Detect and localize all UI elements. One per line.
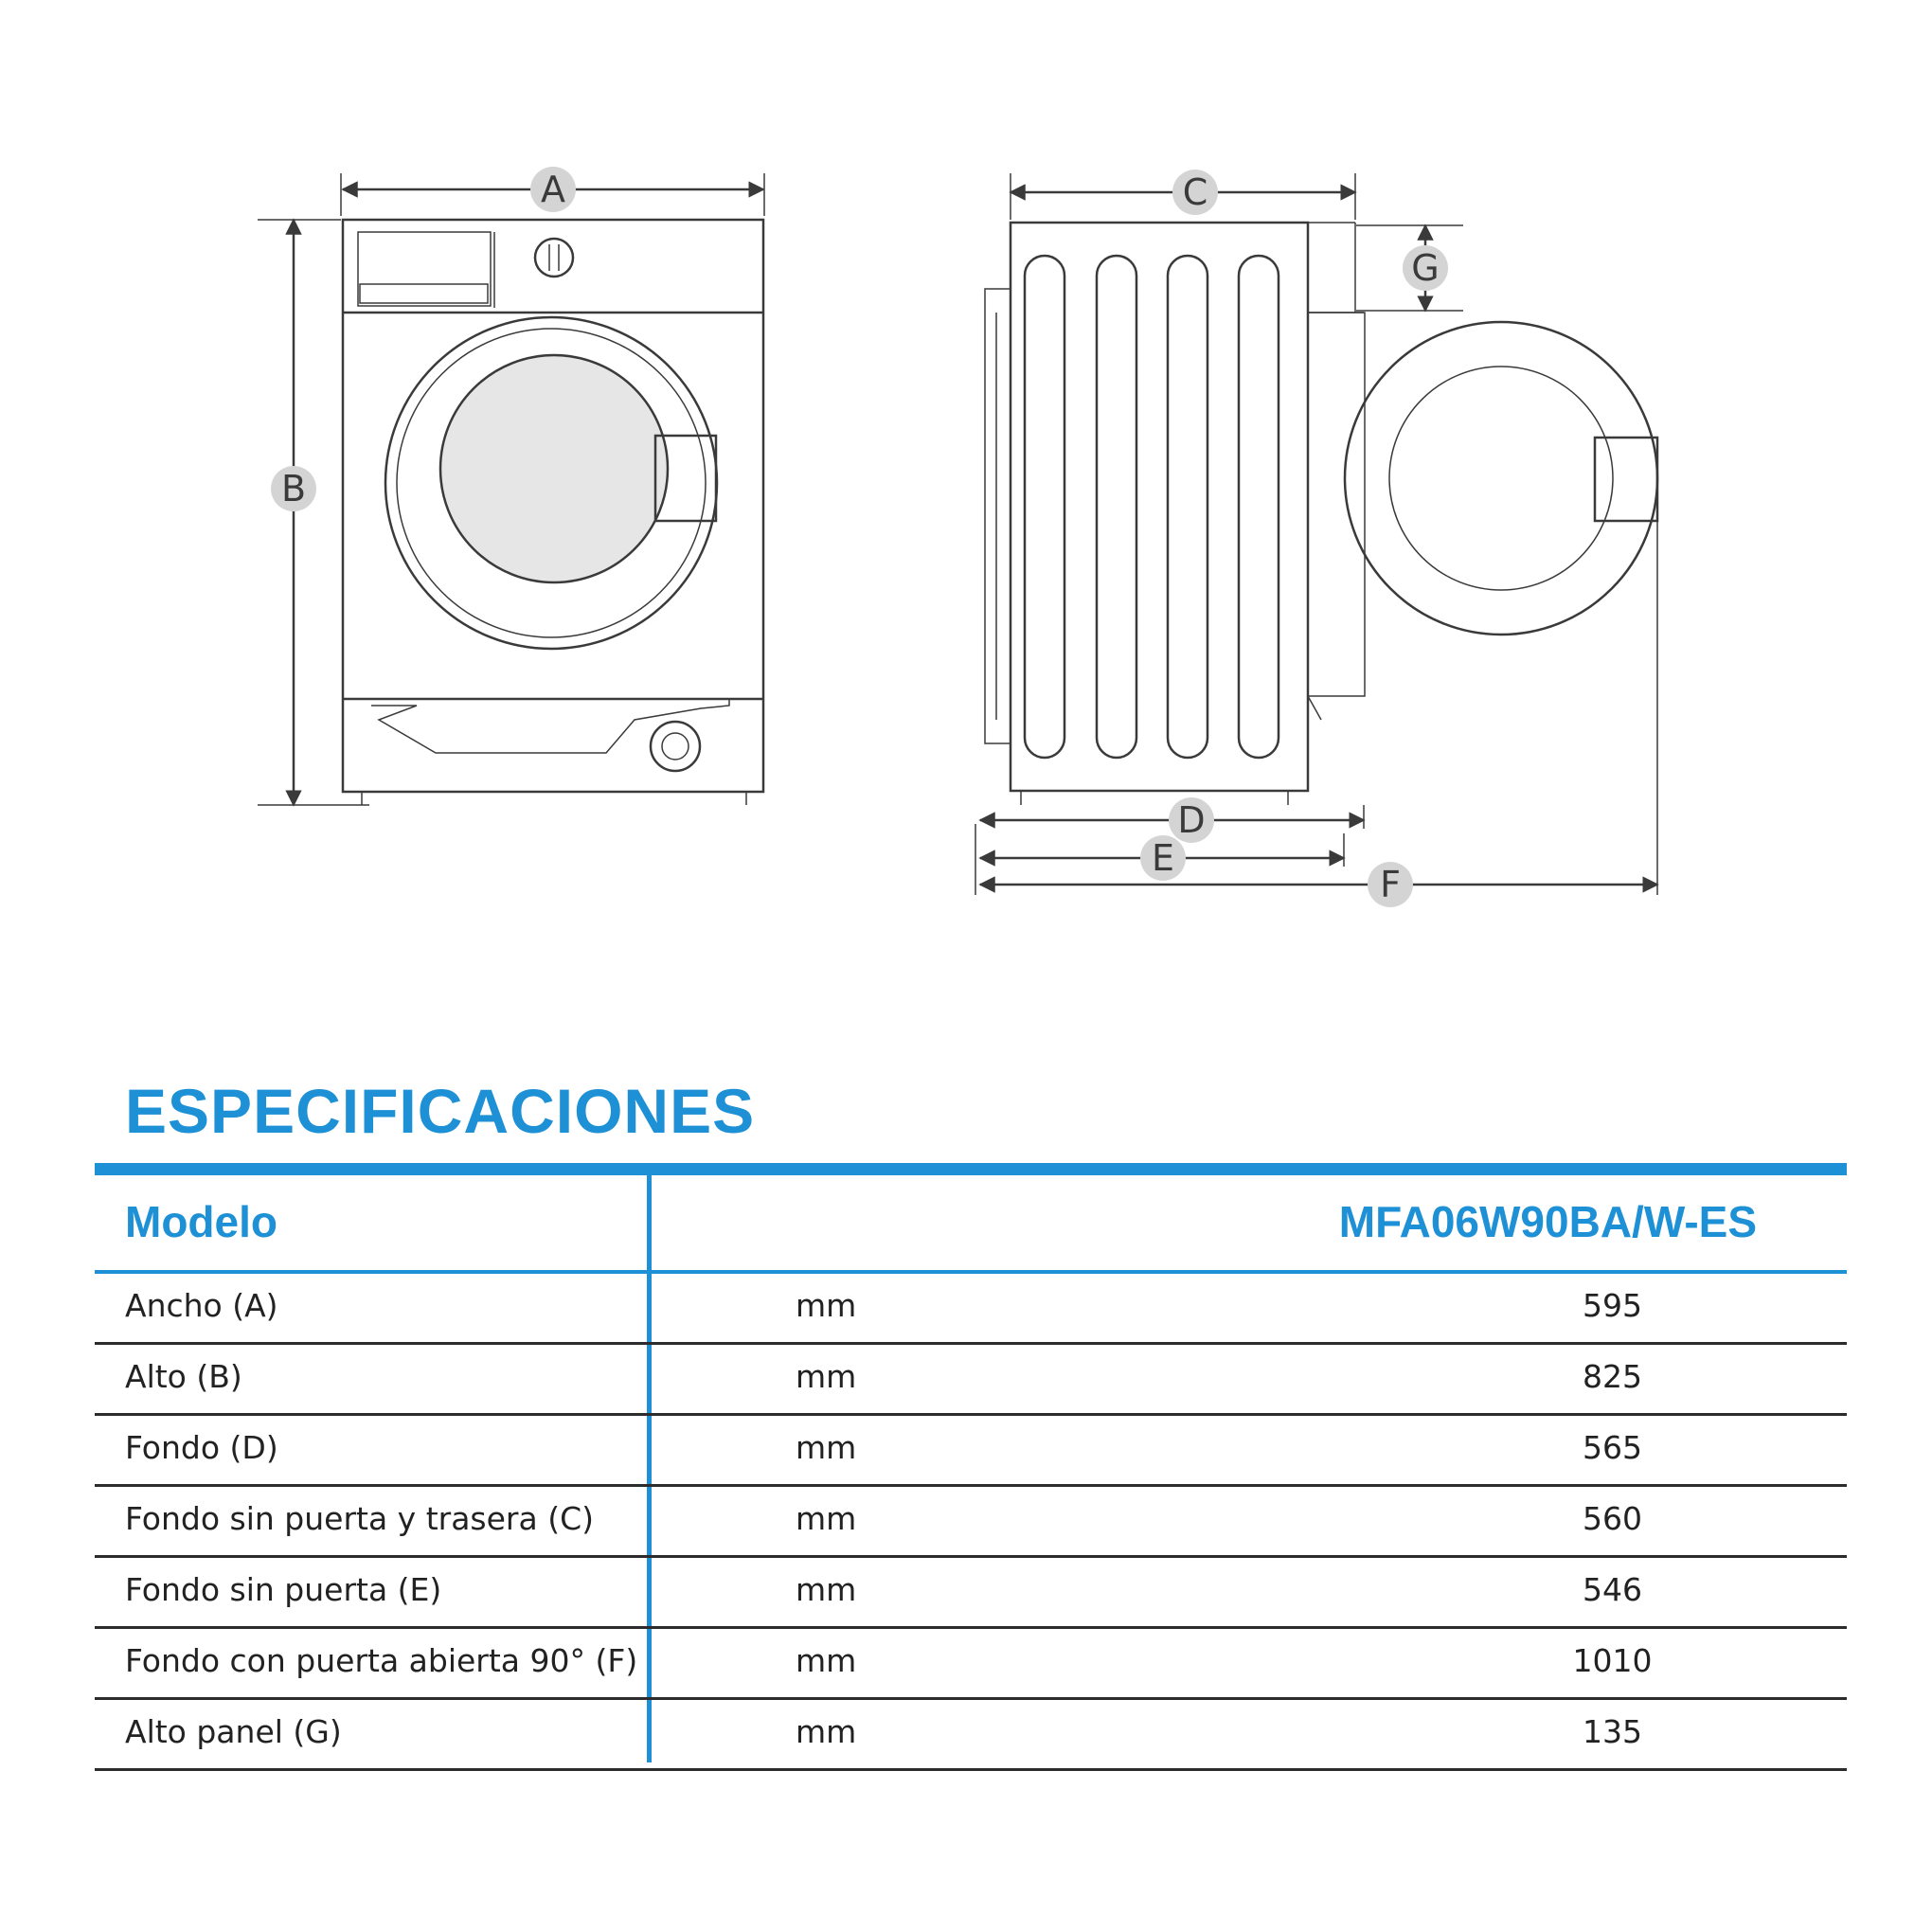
row-value: 595 (1583, 1287, 1642, 1324)
svg-text:E: E (1151, 837, 1175, 879)
specs-title: ESPECIFICACIONES (125, 1076, 756, 1146)
row-unit: mm (796, 1358, 857, 1395)
row-unit: mm (796, 1571, 857, 1608)
dimension-a-label (530, 167, 576, 212)
row-label: Alto (B) (125, 1358, 242, 1395)
table-row (95, 1700, 1847, 1771)
row-label: Alto panel (G) (125, 1713, 342, 1750)
row-value: 135 (1583, 1713, 1642, 1750)
row-label: Fondo sin puerta y trasera (C) (125, 1500, 594, 1537)
row-unit: mm (796, 1642, 857, 1679)
table-row (95, 1487, 1847, 1558)
dimension-f-label (1368, 862, 1413, 907)
row-value: 1010 (1572, 1642, 1653, 1679)
dimension-e-label (1140, 835, 1186, 881)
svg-text:B: B (280, 468, 307, 510)
table-row (95, 1416, 1847, 1487)
model-label: Modelo (125, 1197, 277, 1246)
svg-text:G: G (1411, 247, 1440, 289)
table-top-rule (95, 1163, 1847, 1175)
row-label: Ancho (A) (125, 1287, 278, 1324)
table-body (95, 1274, 1847, 1771)
row-value: 565 (1583, 1429, 1642, 1466)
specs-table (95, 1163, 1847, 1771)
svg-text:D: D (1177, 799, 1206, 841)
row-unit: mm (796, 1500, 857, 1537)
front-view (258, 167, 764, 805)
svg-text:C: C (1182, 171, 1208, 213)
table-row (95, 1558, 1847, 1629)
svg-text:A: A (541, 169, 565, 210)
row-unit: mm (796, 1429, 857, 1466)
row-label: Fondo (D) (125, 1429, 278, 1466)
model-value: MFA06W90BA/W-ES (1338, 1197, 1757, 1246)
table-header-row (95, 1175, 1847, 1274)
row-value: 825 (1583, 1358, 1642, 1395)
row-value: 546 (1583, 1571, 1642, 1608)
svg-text:F: F (1380, 864, 1401, 905)
dimension-b-label (271, 466, 316, 511)
row-label: Fondo con puerta abierta 90° (F) (125, 1642, 638, 1679)
row-unit: mm (796, 1287, 857, 1324)
table-row (95, 1345, 1847, 1416)
row-value: 560 (1583, 1500, 1642, 1537)
row-unit: mm (796, 1713, 857, 1750)
side-view (975, 170, 1657, 907)
dimension-c-label (1172, 170, 1218, 215)
row-label: Fondo sin puerta (E) (125, 1571, 442, 1608)
dimension-d-label (1169, 797, 1214, 843)
washing-machine-dimension-diagram (0, 0, 1932, 947)
table-row (95, 1274, 1847, 1345)
table-row (95, 1629, 1847, 1700)
dimension-g-label (1403, 245, 1448, 291)
